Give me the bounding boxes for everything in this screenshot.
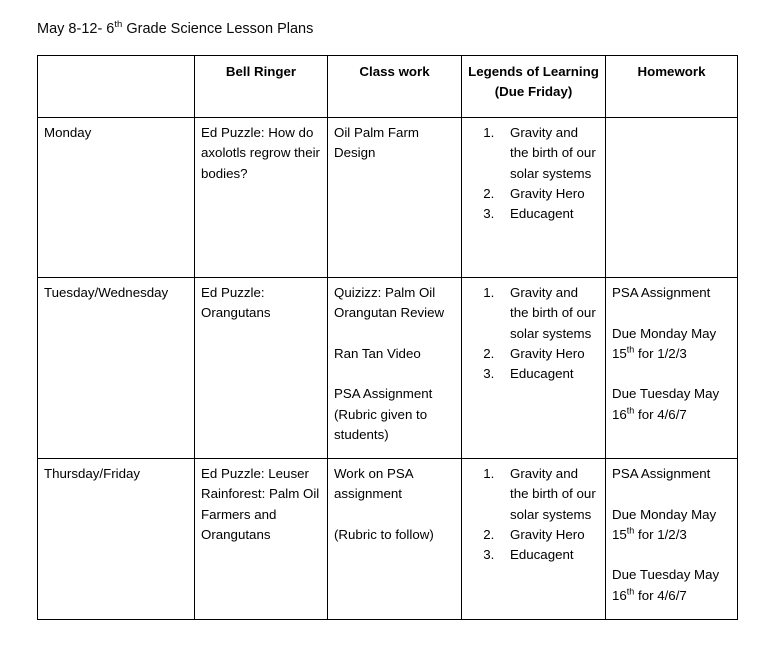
homework-due-line [612,324,731,365]
cell-day [38,459,195,620]
ordinal-suffix: th [626,344,635,355]
cell-class-work [328,459,462,620]
list-item: 2. Gravity Hero [498,525,599,545]
table-body [38,118,738,620]
page-title-suffix: Grade Science Lesson Plans [122,21,314,37]
table-header-row [38,56,738,118]
list-item: 2. Gravity Hero [498,344,599,364]
page-title [37,20,313,38]
homework-due-line [612,565,731,606]
bell-ringer-text: Ed Puzzle: Orangutans [201,285,271,321]
cell-class-work [328,278,462,459]
table-row [38,459,738,620]
spacer-line [334,364,455,384]
cell-legends-of-learning [462,459,606,620]
spacer-line [334,324,455,344]
bell-ringer-text: Ed Puzzle: How do axolotls regrow their bodies? [201,125,320,181]
list-item: 3. Educagent [498,204,599,224]
homework-line: PSA Assignment [612,285,711,300]
homework-due-line [612,384,731,425]
table-row [38,278,738,459]
homework-due-post: for 1/2/3 [634,345,687,361]
homework-due-line [612,505,731,546]
day-label: Monday [44,125,92,140]
class-work-line: PSA Assignment (Rubric given to students) [334,386,433,443]
ordinal-suffix: th [626,405,635,416]
homework-due-post: for 4/6/7 [634,587,687,603]
list-item: 1. Gravity and the birth of our solar systems [498,283,599,344]
ordinal-suffix: th [626,586,635,597]
spacer-line [612,545,731,565]
homework-due-post: for 1/2/3 [634,526,687,542]
cell-legends-of-learning [462,278,606,459]
homework-due-pre: Due Tuesday May 16 [612,386,720,422]
cell-bell-ringer [195,459,328,620]
legends-list [468,123,599,224]
list-item: 3. Educagent [498,545,599,565]
cell-class-work [328,118,462,278]
bell-ringer-text: Ed Puzzle: Leuser Rainforest: Palm Oil Farmers and Orangutans [201,466,320,542]
cell-bell-ringer [195,278,328,459]
class-work-line: Work on PSA assignment [334,466,413,502]
list-item: 1. Gravity and the birth of our solar systems [498,123,599,184]
cell-bell-ringer [195,118,328,278]
column-header-bell-ringer: Bell Ringer [195,56,328,118]
cell-homework [606,118,738,278]
day-label: Tuesday/Wednesday [44,285,169,300]
spacer-line [612,303,731,323]
list-item: 2. Gravity Hero [498,184,599,204]
class-work-line: Quizizz: Palm Oil Orangutan Review [334,285,445,321]
class-work-line: Ran Tan Video [334,345,421,361]
class-work-line: Oil Palm Farm Design [334,125,419,161]
day-label: Thursday/Friday [44,466,141,481]
page-title-ordinal-suffix: th [114,19,123,31]
table-row [38,118,738,278]
spacer-line [612,364,731,384]
list-item: 3. Educagent [498,364,599,384]
homework-due-post: for 4/6/7 [634,406,687,422]
cell-day [38,118,195,278]
lesson-plan-table [37,55,738,620]
homework-due-pre: Due Monday May 15 [612,506,717,542]
homework-line: PSA Assignment [612,466,711,481]
homework-due-pre: Due Tuesday May 16 [612,567,720,603]
column-header-legends-of-learning: Legends of Learning (Due Friday) [462,56,606,118]
page-title-prefix: May 8-12- 6 [37,21,115,37]
legends-list [468,464,599,565]
column-header-class-work: Class work [328,56,462,118]
ordinal-suffix: th [626,525,635,536]
class-work-line: (Rubric to follow) [334,526,434,542]
column-header-day [38,56,195,118]
column-header-homework: Homework [606,56,738,118]
spacer-line [334,505,455,525]
spacer-line [612,484,731,504]
homework-due-pre: Due Monday May 15 [612,325,717,361]
list-item: 1. Gravity and the birth of our solar systems [498,464,599,525]
cell-homework [606,459,738,620]
cell-homework [606,278,738,459]
cell-legends-of-learning [462,118,606,278]
cell-day [38,278,195,459]
legends-list [468,283,599,384]
